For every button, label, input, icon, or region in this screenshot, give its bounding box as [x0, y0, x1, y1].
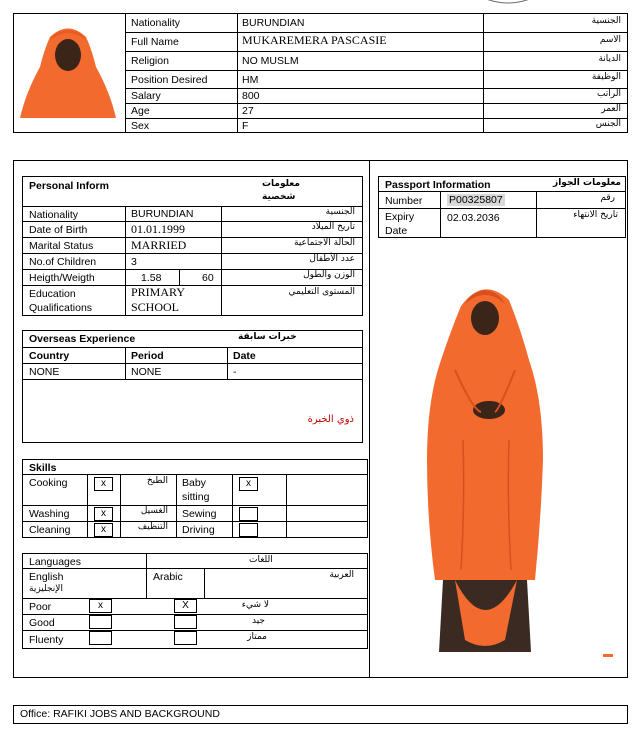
top-nationality-value: BURUNDIAN [242, 17, 305, 29]
top-age-ar: العمر [601, 104, 621, 114]
marital-label: Marital Status [29, 240, 94, 252]
marital-value: MARRIED [131, 238, 187, 252]
skill-cleaning-label: Cleaning [29, 524, 71, 536]
experience-note-ar: ذوي الخبرة [307, 414, 354, 425]
personal-title-ar-1: معلومات [262, 179, 300, 189]
overseas-title-ar: خبرات سابقة [238, 332, 297, 342]
skill-baby-checkbox[interactable]: x [239, 477, 258, 491]
top-salary-value: 800 [242, 90, 260, 102]
skill-cleaning-checkbox[interactable]: x [94, 523, 113, 537]
passport-expiry-label-1: Expiry [385, 211, 415, 223]
dob-label: Date of Birth [29, 224, 88, 236]
lang-good-ar: جيد [251, 616, 265, 626]
top-religion-label: Religion [131, 55, 169, 67]
education-value-1: PRIMARY [131, 285, 186, 299]
col-date: Date [233, 350, 256, 362]
photo-edge-mark [603, 654, 613, 657]
passport-expiry-ar: تاريخ الانتهاء [573, 210, 618, 220]
passport-number-value: P00325807 [449, 194, 503, 206]
passport-title-ar: معلومات الجواز [553, 178, 621, 188]
top-sex-label: Sex [131, 120, 150, 132]
skill-cooking-checkbox[interactable]: x [94, 477, 113, 491]
lang-fluent-ar: ممتاز [247, 632, 267, 642]
height-value: 1.58 [141, 272, 162, 284]
passport-title: Passport Information [385, 179, 491, 191]
height-weight-ar: الوزن والطول [303, 270, 355, 280]
top-sex-value: F [242, 120, 249, 132]
skill-cooking-label: Cooking [29, 477, 68, 489]
nationality-ar: الجنسية [325, 207, 355, 217]
personal-title: Personal Inform [29, 180, 109, 192]
height-weight-label: Heigth/Weigth [29, 272, 95, 284]
dob-ar: تاريخ الميلاد [311, 222, 355, 232]
skills-title: Skills [29, 462, 57, 474]
top-religion-value: NO MUSLM [242, 55, 299, 67]
lang-good-english-checkbox[interactable] [89, 615, 112, 629]
lang-fluent-arabic-checkbox[interactable] [174, 631, 197, 645]
children-ar: عدد الأطفال [309, 254, 355, 264]
top-age-value: 27 [242, 105, 254, 117]
skill-baby-label-1: Baby [182, 477, 206, 489]
passport-expiry-label-2: Date [385, 225, 408, 237]
lang-fluent-english-checkbox[interactable] [89, 631, 112, 645]
lang-arabic: Arabic [153, 571, 183, 583]
top-fullname-ar: الاسم [599, 35, 621, 45]
weight-value: 60 [202, 272, 214, 284]
top-fullname-label: Full Name [131, 36, 179, 48]
skill-driving-label: Driving [182, 524, 215, 536]
nationality-label: Nationality [29, 209, 79, 221]
agency-logo [468, 0, 548, 8]
education-value-2: SCHOOL [131, 300, 180, 314]
skill-driving-checkbox[interactable] [239, 523, 258, 537]
lang-poor-arabic-checkbox[interactable]: X [174, 599, 197, 613]
col-country: Country [29, 350, 70, 362]
skill-washing-label: Washing [29, 508, 70, 520]
top-position-value: HM [242, 74, 259, 86]
lang-good-label: Good [29, 617, 55, 629]
lang-english-1: English [29, 571, 64, 583]
education-label-1: Education [29, 288, 76, 300]
skill-cooking-ar: الطبخ [146, 476, 168, 486]
overseas-date: - [233, 366, 237, 378]
nationality-value: BURUNDIAN [131, 208, 194, 220]
col-period: Period [131, 350, 164, 362]
passport-number-label: Number [385, 195, 423, 207]
children-label: No.of Children [29, 256, 97, 268]
overseas-period: NONE [131, 366, 162, 378]
lang-fluent-label: Fluenty [29, 634, 64, 646]
marital-ar: الحالة الاجتماعية [294, 238, 355, 248]
top-salary-label: Salary [131, 90, 161, 102]
languages-title: Languages [29, 556, 81, 568]
overseas-title: Overseas Experience [29, 333, 136, 345]
top-age-label: Age [131, 105, 150, 117]
lang-good-arabic-checkbox[interactable] [174, 615, 197, 629]
languages-title-ar: اللغات [249, 555, 273, 565]
portrait-photo [20, 22, 116, 118]
full-body-photo [425, 280, 545, 652]
lang-poor-ar: لا شيء [241, 600, 269, 610]
top-religion-ar: الديانة [598, 54, 621, 64]
skill-sewing-checkbox[interactable] [239, 507, 258, 521]
dob-value: 01.01.1999 [131, 222, 185, 236]
skill-cleaning-ar: التنظيف [137, 522, 168, 532]
office-text: Office: RAFIKI JOBS AND BACKGROUND [20, 708, 220, 720]
top-salary-ar: الراتب [596, 89, 621, 99]
skill-washing-checkbox[interactable]: x [94, 507, 113, 521]
top-sex-ar: الجنس [595, 119, 621, 129]
skill-washing-ar: الغسيل [140, 506, 168, 516]
top-fullname-value: MUKAREMERA PASCASIE [242, 33, 387, 47]
lang-english-2: الإنجليزية [29, 584, 63, 594]
top-position-ar: الوظيفة [591, 72, 621, 82]
top-nationality-label: Nationality [131, 17, 181, 29]
personal-title-ar-2: شخصية [262, 192, 296, 202]
children-value: 3 [131, 256, 137, 268]
skill-sewing-label: Sewing [182, 508, 217, 520]
passport-expiry-value: 02.03.2036 [447, 212, 500, 224]
top-nationality-ar: الجنسية [591, 16, 621, 26]
skill-baby-label-2: sitting [182, 491, 210, 503]
passport-number-ar: رقم [600, 193, 615, 203]
top-position-label: Position Desired [131, 74, 208, 86]
overseas-country: NONE [29, 366, 60, 378]
education-label-2: Qualifications [29, 302, 93, 314]
education-ar: المستوى التعليمي [288, 287, 355, 297]
lang-poor-english-checkbox[interactable]: x [89, 599, 112, 613]
lang-arabic-ar: العربية [329, 570, 354, 580]
lang-poor-label: Poor [29, 601, 52, 613]
